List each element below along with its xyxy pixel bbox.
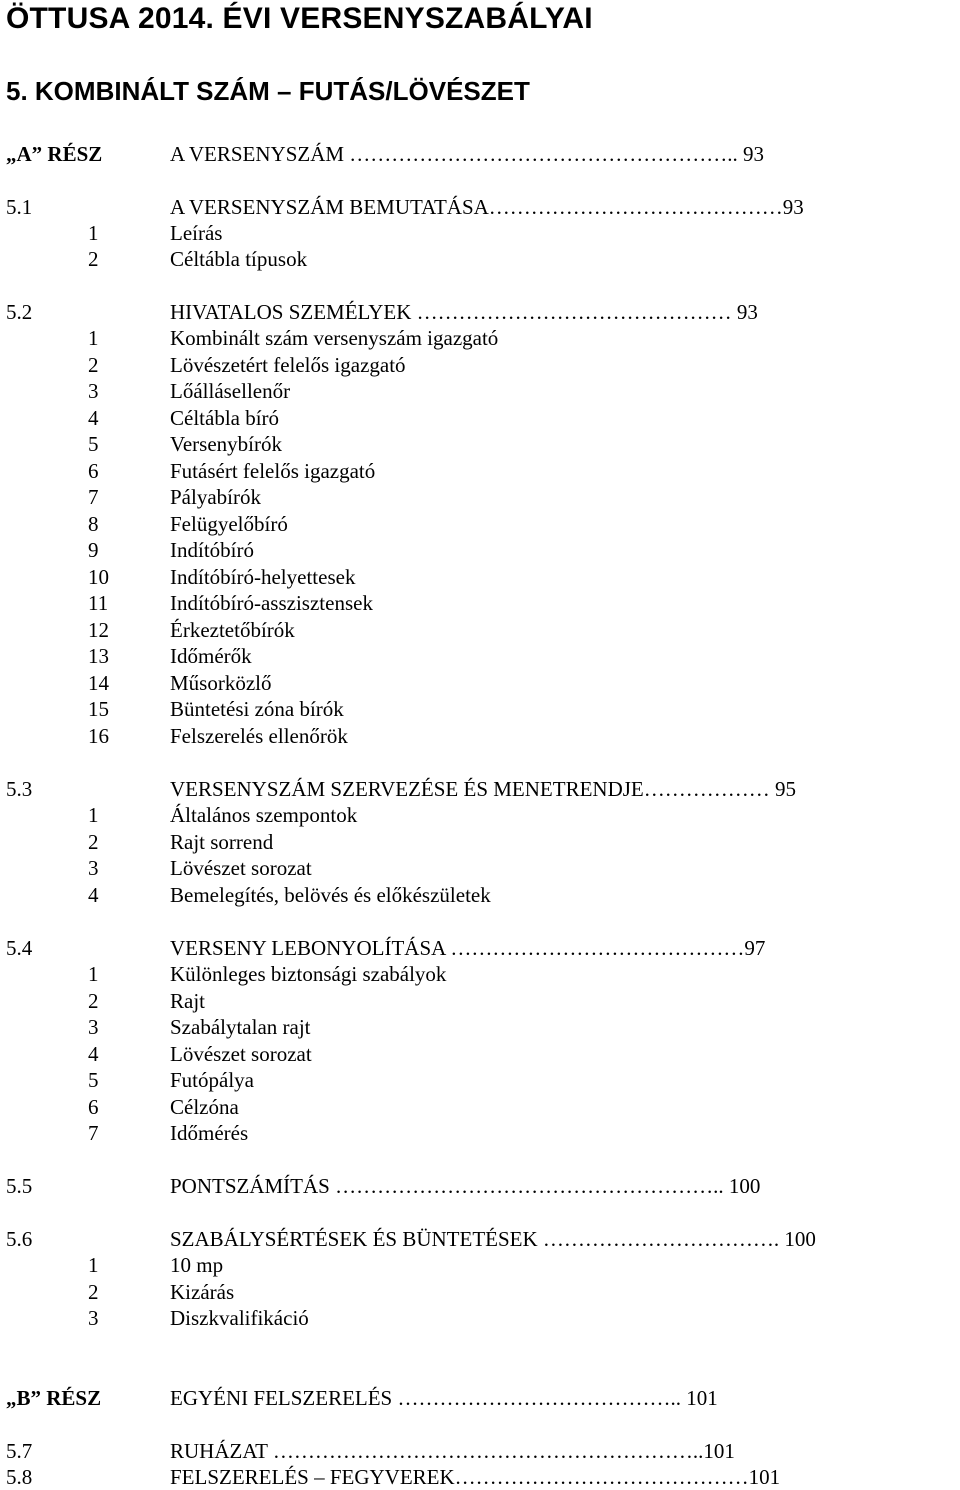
toc-item [0,325,960,351]
item-number: 5 [88,432,99,456]
item-number: 6 [88,1095,99,1119]
item-number: 9 [88,538,99,562]
toc-heading-5-4 [0,935,960,961]
item-title: Büntetési zóna bírók [170,697,344,721]
toc-heading-5-8 [0,1464,960,1490]
item-number: 3 [88,1015,99,1039]
toc-item [0,484,960,510]
section-number: 5.4 [6,936,33,960]
part-b-text: EGYÉNI FELSZERELÉS ………………………………….. 101 [170,1386,718,1410]
item-number: 2 [88,989,99,1013]
item-number: 1 [88,221,99,245]
item-title: Diszkvalifikáció [170,1306,309,1330]
toc-item [0,431,960,457]
item-title: Kizárás [170,1280,235,1304]
item-title: Indítóbíró-helyettesek [170,565,356,589]
item-title: Időmérők [170,644,252,668]
item-title: Lövészetért felelős igazgató [170,353,406,377]
toc-item [0,1279,960,1305]
toc-part-a [0,141,960,167]
toc-item [0,458,960,484]
toc-heading-5-3 [0,776,960,802]
toc-item [0,246,960,272]
section-text: FELSZERELÉS – FEGYVEREK……………………………………101 [170,1465,781,1489]
item-number: 6 [88,459,99,483]
toc-item [0,723,960,749]
item-title: Különleges biztonsági szabályok [170,962,447,986]
item-number: 2 [88,353,99,377]
section-text: PONTSZÁMÍTÁS ……………………………………………….. 100 [170,1174,761,1198]
item-number: 2 [88,830,99,854]
item-number: 3 [88,1306,99,1330]
toc-item [0,882,960,908]
item-number: 1 [88,326,99,350]
chapter-title: 5. KOMBINÁLT SZÁM – FUTÁS/LÖVÉSZET [6,76,530,106]
section-text: HIVATALOS SZEMÉLYEK ……………………………………… 93 [170,300,758,324]
item-title: Célzóna [170,1095,239,1119]
item-number: 1 [88,803,99,827]
item-title: Szabálytalan rajt [170,1015,311,1039]
toc-item [0,829,960,855]
item-title: Lőállásellenőr [170,379,291,403]
section-text: VERSENY LEBONYOLÍTÁSA ……………………………………97 [170,936,766,960]
item-title: Lövészet sorozat [170,856,312,880]
section-text: SZABÁLYSÉRTÉSEK ÉS BÜNTETÉSEK ……………………………. 100 [170,1227,816,1251]
toc-item [0,670,960,696]
toc-item [0,802,960,828]
toc-item [0,590,960,616]
item-title: Céltábla típusok [170,247,308,271]
item-number: 7 [88,1121,99,1145]
item-title: Indítóbíró-asszisztensek [170,591,373,615]
item-title: Rajt [170,989,205,1013]
item-number: 4 [88,1042,99,1066]
toc-item [0,511,960,537]
item-title: Leírás [170,221,223,245]
toc-heading-5-5 [0,1173,960,1199]
toc-item [0,988,960,1014]
item-number: 1 [88,962,99,986]
item-number: 2 [88,1280,99,1304]
toc-item [0,220,960,246]
item-title: Lövészet sorozat [170,1042,312,1066]
item-title: Futásért felelős igazgató [170,459,376,483]
toc-item [0,1094,960,1120]
item-title: 10 mp [170,1253,224,1277]
item-title: Versenybírók [170,432,282,456]
item-number: 15 [88,697,109,721]
toc-item [0,537,960,563]
toc-item [0,564,960,590]
toc-item [0,696,960,722]
toc-item [0,1252,960,1278]
section-number: 5.1 [6,195,33,219]
toc-item [0,1014,960,1040]
section-number: 5.6 [6,1227,33,1251]
section-number: 5.7 [6,1439,33,1463]
item-title: Felügyelőbíró [170,512,288,536]
toc-heading-5-2 [0,299,960,325]
item-title: Rajt sorrend [170,830,274,854]
item-number: 7 [88,485,99,509]
item-title: Futópálya [170,1068,254,1092]
item-title: Felszerelés ellenőrök [170,724,348,748]
section-number: 5.5 [6,1174,33,1198]
item-title: Érkeztetőbírók [170,618,295,642]
toc-item [0,961,960,987]
item-title: Műsorközlő [170,671,272,695]
item-number: 14 [88,671,109,695]
section-text: VERSENYSZÁM SZERVEZÉSE ÉS MENETRENDJE……………… 95 [170,777,796,801]
toc-item [0,1067,960,1093]
item-number: 1 [88,1253,99,1277]
item-number: 12 [88,618,109,642]
item-title: Kombinált szám versenyszám igazgató [170,326,499,350]
toc-item [0,1120,960,1146]
item-number: 3 [88,856,99,880]
item-title: Indítóbíró [170,538,254,562]
toc-item [0,378,960,404]
toc-part-b [0,1385,960,1411]
section-text: A VERSENYSZÁM BEMUTATÁSA……………………………………93 [170,195,804,219]
item-title: Céltábla bíró [170,406,280,430]
page-title: ÖTTUSA 2014. ÉVI VERSENYSZABÁLYAI [6,2,593,35]
item-title: Általános szempontok [170,803,358,827]
toc-item [0,643,960,669]
section-number: 5.2 [6,300,33,324]
toc-item [0,1305,960,1331]
toc-heading-5-7 [0,1438,960,1464]
item-number: 3 [88,379,99,403]
item-number: 16 [88,724,109,748]
item-number: 5 [88,1068,99,1092]
item-number: 10 [88,565,109,589]
toc-item [0,855,960,881]
toc-item [0,352,960,378]
item-title: Pályabírók [170,485,261,509]
toc-heading-5-1 [0,194,960,220]
toc-item [0,617,960,643]
section-number: 5.8 [6,1465,33,1489]
item-title: Időmérés [170,1121,249,1145]
item-number: 2 [88,247,99,271]
item-number: 4 [88,406,99,430]
item-number: 8 [88,512,99,536]
part-a-label: „A” RÉSZ [6,142,103,166]
item-number: 4 [88,883,99,907]
section-number: 5.3 [6,777,33,801]
toc-item [0,1041,960,1067]
section-text: RUHÁZAT ……………………………………………………..101 [170,1439,735,1463]
part-b-label: „B” RÉSZ [6,1386,102,1410]
toc-item [0,405,960,431]
part-a-text: A VERSENYSZÁM ……………………………………………….. 93 [170,142,765,166]
item-number: 13 [88,644,109,668]
item-title: Bemelegítés, belövés és előkészületek [170,883,491,907]
item-number: 11 [88,591,109,615]
toc-heading-5-6 [0,1226,960,1252]
